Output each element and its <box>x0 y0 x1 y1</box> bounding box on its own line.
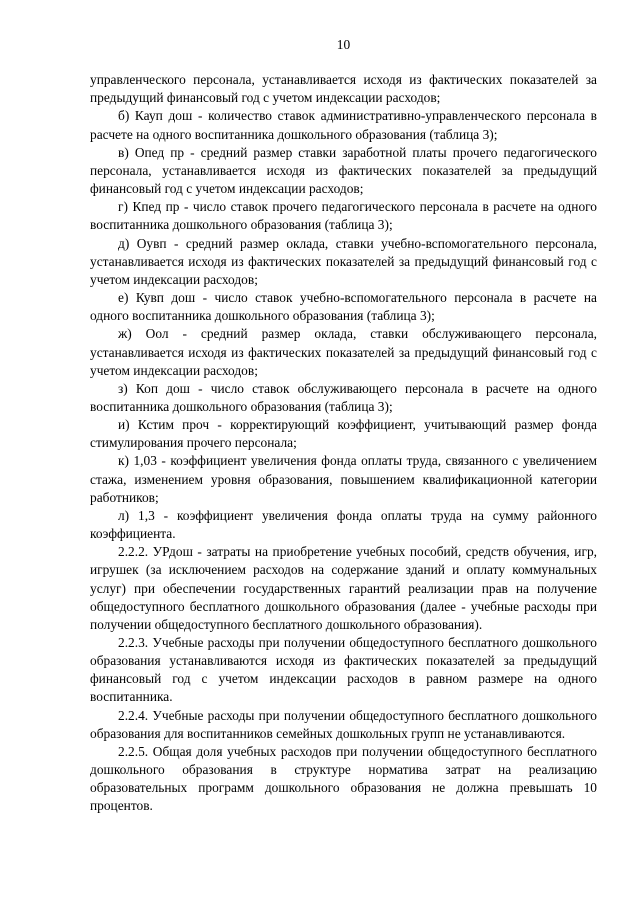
paragraph-2-2-3: 2.2.3. Учебные расходы при получении общедоступного бесплатного дошкольного образования устанавливаются исходя из фактических показателей за предыдущий финансовый год с учетом индексации расходов в равном размере на одного воспитанника. <box>90 635 597 705</box>
paragraph-2-2-4: 2.2.4. Учебные расходы при получении общедоступного бесплатного дошкольного образования для воспитанников семейных дошкольных групп не устанавливаются. <box>90 707 597 741</box>
paragraph-item-i: и) Кстим проч - корректирующий коэффициент, учитывающий размер фонда стимулирования прочего персонала; <box>90 417 597 451</box>
paragraph-item-l: л) 1,3 - коэффициент увеличения фонда оплаты труда на сумму районного коэффициента. <box>90 507 597 542</box>
paragraph-item-k: к) 1,03 - коэффициент увеличения фонда оплаты труда, связанного с увеличением стажа, изменением уровня образования, повышением квалификационной категории работников; <box>90 453 597 505</box>
paragraph-item-g: г) Кпед пр - число ставок прочего педагогического персонала в расчете на одного воспитанника дошкольного образования (таблица 3); <box>90 199 597 233</box>
page-number: 10 <box>336 37 351 52</box>
paragraph-item-zh: ж) Оол - средний размер оклада, ставки обслуживающего персонала, устанавливается исходя из фактических показателей за предыдущий финансовый год с учетом индексации расходов; <box>90 326 597 378</box>
paragraph-item-d: д) Оувп - средний размер оклада, ставки учебно-вспомогательного персонала, устанавливается исходя из фактических показателей за предыдущий финансовый год с учетом индексации расходов; <box>90 235 597 287</box>
document-page <box>90 36 597 816</box>
paragraph-continuation: управленческого персонала, устанавливается исходя из фактических показателей за предыдущий финансовый год с учетом индексации расходов; <box>90 72 597 106</box>
paragraph-item-z: з) Коп дош - число ставок обслуживающего персонала в расчете на одного воспитанника дошкольного образования (таблица 3); <box>90 380 597 414</box>
paragraph-item-v: в) Опед пр - средний размер ставки заработной платы прочего педагогического персонала, устанавливается исходя из фактических показателей за предыдущий финансовый год с учетом индексации расходов; <box>90 144 597 197</box>
paragraph-item-e: е) Кувп дош - число ставок учебно-вспомогательного персонала в расчете на одного воспитанника дошкольного образования (таблица 3); <box>90 290 597 324</box>
paragraph-2-2-5: 2.2.5. Общая доля учебных расходов при получении общедоступного бесплатного дошкольного образования в структуре норматива затрат на реализацию образовательных программ дошкольного образования не должна превышать 10 процентов. <box>90 743 597 814</box>
paragraph-item-b: б) Кауп дош - количество ставок административно-управленческого персонала в расчете на одного воспитанника дошкольного образования (таблица 3); <box>90 108 597 142</box>
paragraph-2-2-2: 2.2.2. УРдош - затраты на приобретение учебных пособий, средств обучения, игр, игрушек (за исключением расходов на содержание зданий и оплату коммунальных услуг) при обеспечении государственных гарантий реализации прав на получение общедоступного бесплатного дошкольного образования (далее - учебные расходы при получении общедоступного бесплатного дошкольного образования). <box>90 544 597 632</box>
